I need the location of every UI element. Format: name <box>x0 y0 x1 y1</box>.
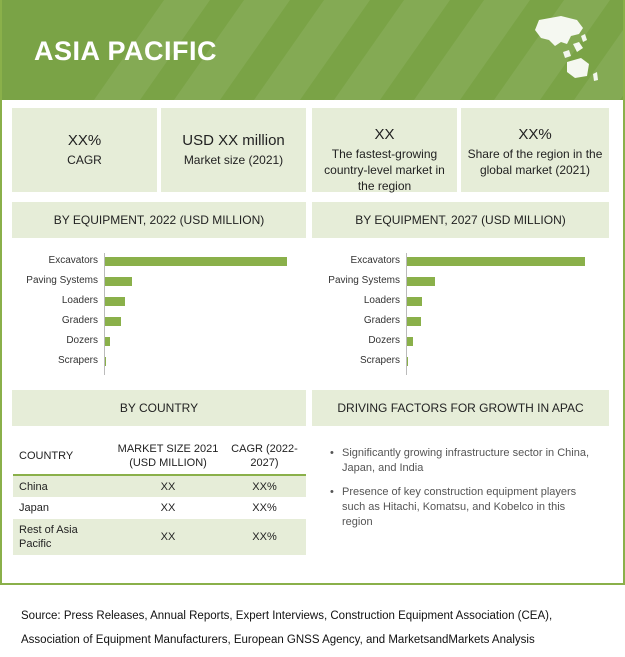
list-item <box>330 446 590 476</box>
chart-equipment-2022 <box>8 242 308 382</box>
table-cell-cagr: XX% <box>252 502 277 514</box>
table-cell-country: Japan <box>19 502 49 514</box>
stat-value: XX <box>374 126 395 143</box>
bar <box>407 277 435 286</box>
bar-label: Dozers <box>66 335 98 346</box>
bar <box>407 257 585 266</box>
country-table <box>13 438 306 555</box>
table-row <box>13 519 306 555</box>
table-header-cagr: CAGR (2022-2027) <box>223 438 306 475</box>
table-header-market-size: MARKET SIZE 2021 (USD MILLION) <box>113 438 223 475</box>
section-equipment-2027: BY EQUIPMENT, 2027 (USD MILLION) <box>312 202 609 238</box>
section-by-country: BY COUNTRY <box>12 390 306 426</box>
bar <box>407 357 408 366</box>
stat-desc: Market size (2021) <box>183 153 284 167</box>
stat-fastest-growing <box>312 108 457 192</box>
bar-label: Paving Systems <box>328 275 400 286</box>
chart-equipment-2027 <box>310 242 610 382</box>
stat-cagr <box>12 108 157 192</box>
stat-value: USD XX million <box>182 132 285 149</box>
bar-label: Scrapers <box>57 355 98 366</box>
bar-label: Excavators <box>48 255 98 266</box>
bar <box>105 297 125 306</box>
table-cell-size: XX <box>113 475 223 497</box>
stat-desc: CAGR <box>67 153 102 167</box>
table-cell-size: XX <box>113 519 223 555</box>
asia-map-icon <box>531 14 601 86</box>
table-header-country: COUNTRY <box>13 438 113 475</box>
header-banner <box>2 0 623 100</box>
bar <box>105 317 121 326</box>
drivers-list <box>330 446 590 539</box>
bar <box>105 277 132 286</box>
table-cell-country: Rest of Asia Pacific <box>13 519 113 555</box>
header-divider <box>2 100 623 103</box>
bar-label: Dozers <box>368 335 400 346</box>
table-cell-country: China <box>13 475 113 497</box>
table-row <box>13 497 306 519</box>
source-note <box>21 604 611 652</box>
section-drivers: DRIVING FACTORS FOR GROWTH IN APAC <box>312 390 609 426</box>
bar-label: Paving Systems <box>26 275 98 286</box>
bar <box>105 257 287 266</box>
bar-label: Graders <box>61 315 98 326</box>
source-line-2: Association of Equipment Manufacturers, European GNSS Agency, and MarketsandMarkets Analysis <box>21 634 535 646</box>
bar <box>407 297 422 306</box>
table-cell-cagr: XX% <box>223 475 306 497</box>
driver-text: Presence of key construction equipment players such as Hitachi, Komatsu, and Kobelco in this region <box>342 486 577 528</box>
bar <box>105 337 110 346</box>
bullet-icon: • <box>330 447 334 459</box>
stat-value: XX% <box>518 126 552 143</box>
driver-text: Significantly growing infrastructure sector in China, Japan, and India <box>342 447 590 474</box>
bar-label: Scrapers <box>359 355 400 366</box>
bar-label: Graders <box>363 315 400 326</box>
bar-label: Loaders <box>363 295 400 306</box>
bar <box>407 337 413 346</box>
table-cell-size: XX <box>160 502 176 514</box>
stat-market-size <box>161 108 306 192</box>
stat-desc: The fastest-growing country-level market in the region <box>324 147 445 193</box>
table-cell-cagr: XX% <box>223 519 306 555</box>
region-title: ASIA PACIFIC <box>34 36 218 66</box>
table-row <box>13 475 306 497</box>
bar-label: Loaders <box>61 295 98 306</box>
list-item <box>330 485 590 530</box>
source-line-1: Source: Press Releases, Annual Reports, Expert Interviews, Construction Equipment Association (CEA), <box>21 610 553 622</box>
stat-desc: Share of the region in the global market (2021) <box>467 147 603 177</box>
bullet-icon: • <box>330 486 334 498</box>
section-equipment-2022: BY EQUIPMENT, 2022 (USD MILLION) <box>12 202 306 238</box>
bar <box>105 357 106 366</box>
bar-label: Excavators <box>350 255 400 266</box>
stat-value: XX% <box>67 132 102 149</box>
bar <box>407 317 421 326</box>
stat-region-share <box>461 108 609 192</box>
